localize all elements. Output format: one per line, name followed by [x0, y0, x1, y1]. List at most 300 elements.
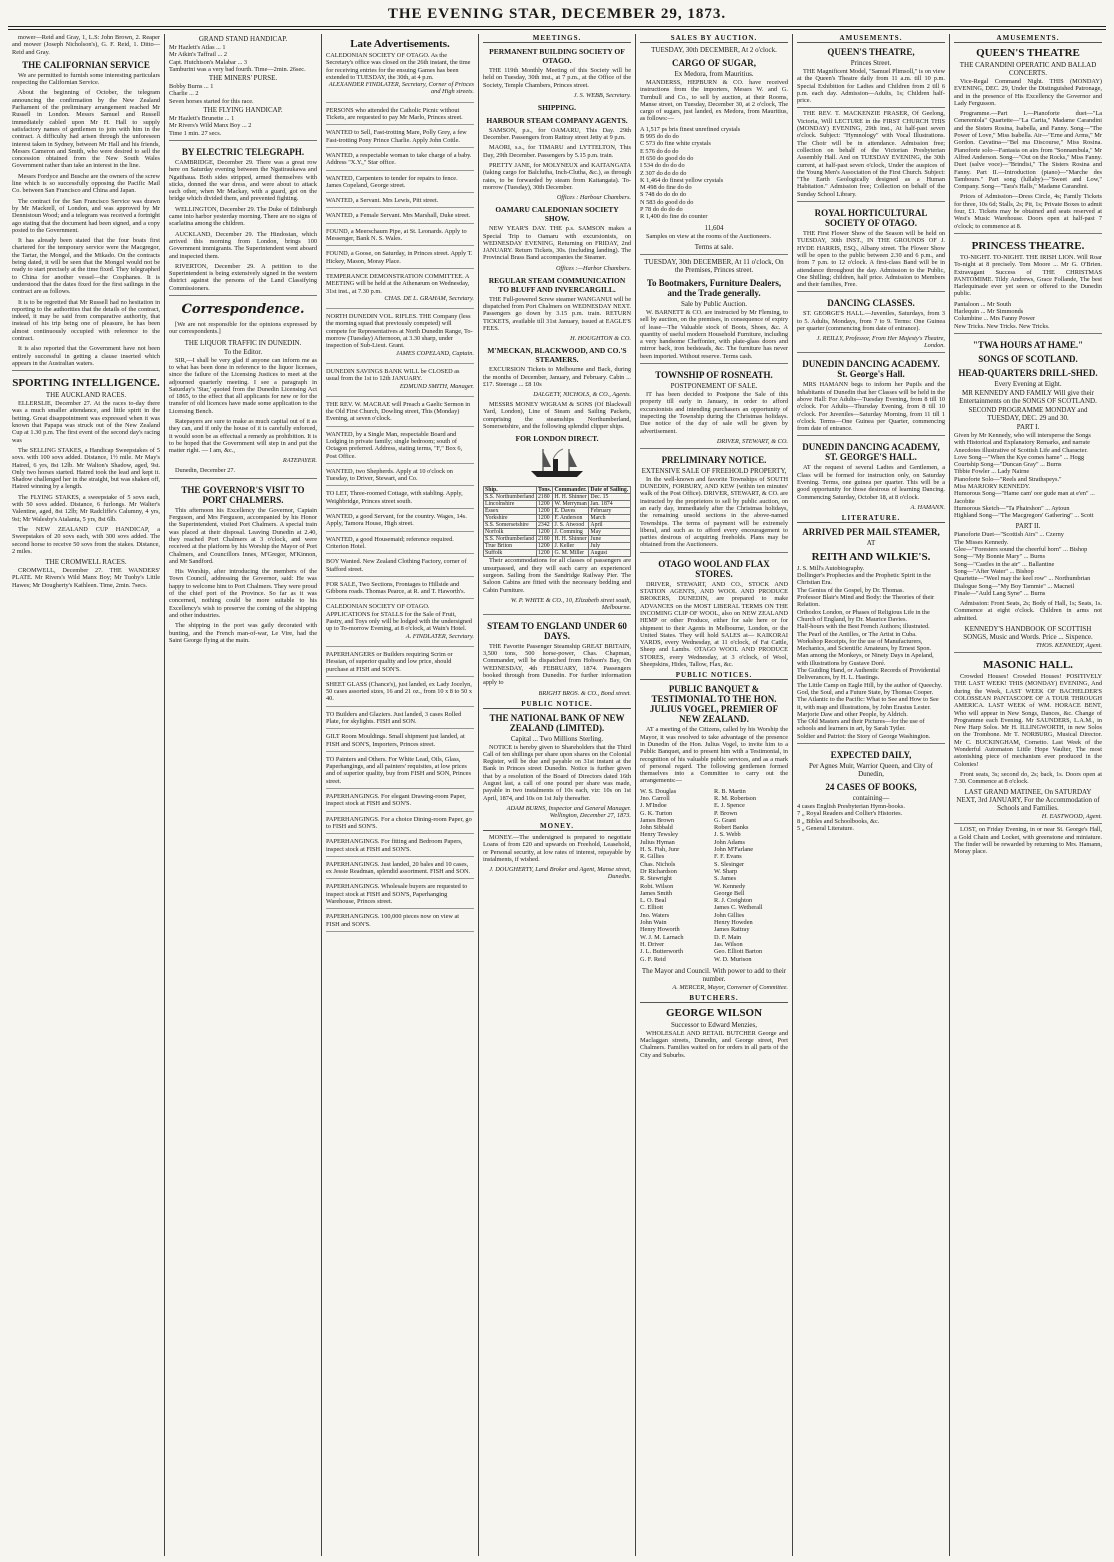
- kennedy-text: MR KENNEDY AND FAMILY Will give their Entertainments on the SONGS OF SCOTLAND.: [959, 388, 1097, 405]
- part1-line: Highland Song—"The Macgregors' Gathering" ... Scott: [954, 512, 1094, 520]
- sugar-total: 11,604: [704, 223, 724, 232]
- grand-stand-line: Mr Atkin's Taffrail ... 2: [169, 51, 228, 59]
- academy2-sig: A. HAMANN.: [910, 503, 945, 511]
- expected-case-line: 5 „ General Literature.: [797, 824, 854, 832]
- advertisement-text: WANTED, a Servant. Mrs Lewis, Pitt street.: [326, 197, 439, 205]
- committee-member-line: Jas. Wilson: [714, 940, 743, 948]
- californian-article: [12, 72, 160, 367]
- front-seats: Front seats, 3s; second do, 2s; back, 1s. Doors open at 7.30. Commence at 8 o'clock.: [954, 770, 1102, 786]
- bank-capital: Capital ... Two Millions Sterling.: [510, 734, 604, 743]
- part2-line: Dialogue Song—"My Boy Tammie" ... Macneil: [954, 582, 1075, 590]
- advertisement-text: SHEET GLASS (Chance's), just landed, ex Lady Jocelyn, 50 cases assorted sizes, 16 and 21 oz., from 10 x 8 to 50 x 40.: [326, 680, 473, 703]
- programme: Programme.—Part I.—Pianoforte duet—"La Cenerentola" Quartette—"La Carita," Madame Carandini and the Sisters Rosina, Isabella, and Fanny. Song—"The Power of Love," Miss Isabella. Air—"Erne and Arms," Mr Gordon. Cavatina—"Bel ma Discourse," Miss Rosina. Pianoforte solo—Fantasia on airs from "Sonnambula," Mr Alfred Anderson. Song—"Out on the Rocks," Miss Fanny. Duet (salve voce)—"Brindisi," The Sisters Rosina and Fanny. Part II.—Introduction (piano)—"Marche des Tambours." Part song (lullaby)—"Sweet and Low," Company. Song—"Tara's Halls," Madame Carandini.: [954, 110, 1102, 191]
- sporting-heading: SPORTING INTELLIGENCE.: [12, 377, 160, 390]
- butcher-name: GEORGE WILSON: [665, 1006, 763, 1019]
- songs-heading: SONGS OF SCOTLAND.: [978, 353, 1078, 364]
- advertisement-text: WANTED to Sell, Fast-trotting Mare, Polly Grey, a few Fast-trotting Pony Prince Charlie. Apply John Cottle.: [326, 129, 467, 144]
- table-row: [484, 529, 631, 536]
- sugar-line: K 1,464 do finest yellow crystals: [640, 176, 724, 184]
- builders-sub: Sale by Public Auction.: [680, 299, 748, 308]
- table-cell: February: [589, 508, 631, 515]
- bank-sig: ADAM BURNS, Inspector and General Manager. Wellington, December 27, 1873.: [506, 804, 631, 819]
- committee-member-line: John Gillies: [714, 911, 745, 919]
- prelim-text: In the well-known and favorite Townships of SOUTH DUNEDIN, FORBURY, AND KEW (within ten minutes' walk of the Post Office). DRIVER, STEWART, & CO. are instructed by the proprietors to sell by public auction, on an early day, immediately after the Christmas holidays, the remaining unsold sections in the above-named Townships. The terms of payment will be extremely liberal, and such as to afford every encouragement to parties desirous of acquiring freeholds. Plans may be obtained from the Auctioneers.: [640, 475, 788, 549]
- table-cell: J. Comming: [553, 529, 589, 536]
- table-row: [484, 508, 631, 515]
- masthead-rule: [8, 26, 1106, 27]
- book-line: Workshop Receipts, for the use of Manufacturers, Mechanics, and Scientific Amateurs, by Ernest Spon.: [797, 637, 932, 653]
- ships-agent: W. P. WHITE & CO., 10, Elizabeth street south, Melbourne.: [510, 596, 631, 611]
- table-cell: G. M. Miller: [553, 550, 589, 557]
- vice-regal: Vice-Regal Command Night. THIS (MONDAY) EVENING, DEC. 29, Under the Distinguished Patronage, and in the presence of His Excellency the Governor and Lady Fergusson.: [954, 78, 1102, 107]
- advertisement-signature: A. FINDLATER, Secretary.: [405, 632, 474, 640]
- public-notices-head: PUBLIC NOTICES.: [640, 671, 788, 680]
- ships-note: Their accommodations for all classes of passengers are unsurpassed, and they will each carry an experienced surgeon. Sailing from the Sandridge Railway Pier. The Saloon Cabins are fitted with the necessary bedding and Cabin Furniture.: [483, 557, 631, 594]
- rosneath-sub: POSTPONEMENT OF SALE.: [670, 382, 758, 391]
- sugar-line: C 573 do fine white crystals: [640, 140, 711, 148]
- book-line: The Pearl of the Antilles, or The Artist in Cuba.: [797, 630, 917, 638]
- table-cell: July: [589, 543, 631, 550]
- advertisement: [326, 711, 474, 730]
- governor-article: [169, 507, 317, 644]
- flying-line: Mr Hazlett's Brunette ... 1: [169, 115, 235, 123]
- committee-member-line: W. D. Murison: [714, 955, 752, 963]
- cast-line: Harlequin ... Mr Simmonds: [954, 308, 1024, 316]
- table-cell: S.S. Somersetshire: [484, 522, 537, 529]
- flying-line: Time 1 min. 27 secs.: [169, 129, 222, 137]
- advertisement: [326, 401, 474, 427]
- banquet-heading: PUBLIC BANQUET & TESTIMONIAL TO THE HON. JULIUS VOGEL, PREMIER OF NEW ZEALAND.: [649, 684, 779, 725]
- advertisement-text: WANTED, by a Single Man, respectable Board and Lodging in private family; single bedroom; south of Octagon preferred. Address, stating terms, "F," Box 6, Post Office.: [326, 430, 463, 460]
- advertisement-text: WANTED, a respectable woman to take charge of a baby. Address "X.Y.," Star office.: [326, 151, 472, 167]
- banquet-committee: [640, 788, 788, 966]
- table-cell: Norfolk: [484, 529, 537, 536]
- flying-results: [169, 115, 317, 137]
- shipping-text: PRETTY JANE, for MOLYNEUX and KAITANGATA (taking cargo for Balclutha, Inch-Clutha, &c.), as through rates, to be forwarded by steam from Kaitangata). To-morrow (Tuesday), 30th December.: [483, 162, 631, 191]
- committee-member-line: R. B. Martin: [714, 787, 746, 795]
- banquet-sig: A. MERCER, Mayor, Convener of Committee.: [672, 983, 788, 991]
- advertisement-signature: EDMUND SMITH, Manager.: [399, 382, 474, 390]
- committee-member-line: Henry Tewsley: [640, 831, 679, 839]
- expected-case-line: 7 „ Royal Readers and Collier's Histories.: [797, 810, 903, 818]
- table-row: [484, 536, 631, 543]
- part2-line: Song—"After Water" ... Bishop: [954, 567, 1034, 575]
- cromwell-heading: THE CROMWELL RACES.: [45, 558, 127, 567]
- committee-right: [714, 788, 788, 963]
- governor-paragraph: This afternoon his Excellency the Governor, Captain Ferguson, and Mrs Ferguson, accompanied by his Honor the Superintendent, visited Port Chalmers. A special train was placed at their disposal. Leaving Dunedin at 2.40, they reached Port Chalmers at 3 o'clock, and were received at the platform by his Worship the Mayor of Port Chalmers, and Councillors Innes, M'Gregor, M'Kinnon, and Mr Sandford.: [169, 506, 317, 565]
- advertisement-text: PAPERHANGINGS. For a choice Dining-room Paper, go to FISH and SON'S.: [326, 815, 472, 830]
- californian-paragraph: Messrs Fordyce and Busche are the owners of the screw line which is so successfully opposing the Pacific Mail Co. between San Francisco and China and Japan.: [12, 172, 160, 195]
- californian-paragraph: About the beginning of October, the telegram announcing the confirmation by the New Zealand Parliament of the preliminary arrangement reached Mr Russell in London. Messrs Samuel and Russell immediately cabled upon Mr H. Hall to supply satisfactory names of gentlemen to join with him in the contract. A difficulty had arisen through the unforeseen interest taken in Sydney, between Mr Hall and his friends, Messrs Cameron and Smith, who were desired to sell the concession obtained from the New South Wales Government rather than take an interest in the line.: [12, 89, 160, 170]
- sugar-line: S 748 do do do do: [640, 191, 687, 199]
- advertisement: [326, 883, 474, 909]
- advertisement: [326, 861, 474, 880]
- column-3: [322, 34, 479, 1556]
- advertisement-text: TO LET, Three-roomed Cottage, with stabling. Apply, Weighbridge, Princes street south.: [326, 490, 463, 505]
- wool-text: DRIVER, STEWART, AND CO., STOCK AND STATION AGENTS, AND WOOL AND PRODUCE BROKERS, DUNEDIN, are prepared to make ADVANCES on the MOST LIBERAL TERMS ON THE INCOMING CLIP OF WOOL, also on NEW ZEALAND HEMP or other Produce, either for sale here or for shipment to their Agents in Melbourne, London, or the United States. They will hold SALES at— KAIKORAI YARDS, every Wednesday, at 11 o'clock, of Fat Cattle, Sheep and Lambs. OTAGO WOOL AND PRODUCE STORES, every Wednesday, at 3 o'clock, of Wool, Sheepskins, Hides, Tallow, Flax, &c.: [640, 580, 788, 669]
- table-cell: S.S. Northumberland: [484, 494, 537, 501]
- committee-member-line: W. J. M. Larnach: [640, 933, 684, 941]
- advertisement-text: BOY Wanted. New Zealand Clothing Factory, corner of Stafford street.: [326, 558, 467, 573]
- telegraph-paragraph: WELLINGTON, December 29. The Duke of Edinburgh came into harbor yesterday morning. There are no signs of scarlatina among the children.: [169, 205, 317, 228]
- shipping-heading: PERMANENT BUILDING SOCIETY OF OTAGO.: [489, 47, 625, 65]
- advertisement: [326, 603, 474, 646]
- advertisement: [326, 152, 474, 171]
- committee-member-line: Dr Richardson: [640, 867, 677, 875]
- banquet-text: AT a meeting of the Citizens, called by his Worship the Mayor, it was resolved to take advantage of the presence in Dunedin of the Hon. Julius Vogel, to invite him to a Public Banquet, and to present him with a Testimonial, in recognition of his valuable public services, and as a mark of personal regard. The following gentlemen formed themselves into a Committee to carry out the arrangements:—: [640, 726, 788, 785]
- committee-member-line: C. Elliott: [640, 904, 664, 912]
- committee-member-line: John M'Farlane: [714, 846, 754, 854]
- ships-column-header: Date of Sailing.: [589, 487, 631, 494]
- committee-member-line: W. Sharp: [714, 867, 738, 875]
- advertisement: [326, 756, 474, 789]
- book-line: The Genius of the Gospel, by Dr. Thomas.: [797, 586, 904, 594]
- committee-member-line: James Rattray: [714, 926, 750, 934]
- public-notice-head: PUBLIC NOTICE.: [483, 700, 631, 709]
- shipping-heading: SHIPPING.: [537, 102, 577, 112]
- shipping-text: NEW YEAR'S DAY. THE p.s. SAMSON makes a Special Trip to Oamaru with excursionists, on WEDNESDAY EVENING, Returning on FRIDAY, 2nd JANUARY. Return Tickets, 30s. (including landing). The Provincial Brass Band accompanies the Steamer.: [483, 225, 631, 262]
- advertisement-text: PAPERHANGINGS. For fitting and Bedroom Papers, inspect stock at FISH and SON'S.: [326, 838, 463, 853]
- grand-stand-line: Capt. Hutchison's Malabar ... 3: [169, 58, 248, 66]
- advertisement-signature: ALEXANDER FINDLATER, Secretary, Corner of Princes and High streets.: [328, 81, 474, 96]
- masonic-heading: MASONIC HALL.: [983, 659, 1073, 672]
- table-cell: Dec. 15: [589, 494, 631, 501]
- miners-line: Seven horses started for this race.: [169, 97, 254, 105]
- ships-column-header: Tons.: [538, 487, 552, 494]
- advertisement-signature: CHAS. DE L. GRAHAM, Secretary.: [384, 294, 474, 302]
- queens-theatre-heading: QUEEN'S THEATRE: [976, 47, 1080, 59]
- expected-case-line: 8 „ Bibles and Schoolbooks, &c.: [797, 817, 880, 825]
- telegraph-paragraph: CAMBRIDGE, December 29. There was a great row here on Saturday evening between the Ngatiraukawa and Ngatihaua. Both sides stripped, armed themselves with sticks, donned the war dress, and were about to attack each other, when Mr Mackay, with a guard, got on the bridge which divided them, and prevented fighting.: [169, 158, 317, 203]
- advertisement: [326, 558, 474, 577]
- meetings-header: MEETINGS.: [483, 34, 631, 43]
- sugar-line: H 650 do good do do: [640, 154, 694, 162]
- newspaper-columns: [8, 34, 1106, 1556]
- liquor-to: To the Editor.: [223, 347, 263, 356]
- academy2-text: AT the request of several Ladies and Gentlemen, a Class will be formed for instruction only, on Saturday Evening. Terms, one guinea per quarter. This will be a good opportunity for those desirous of learning Dancing. Commencing Saturday, October 18, at 8 o'clock.: [797, 464, 945, 501]
- table-row: [484, 522, 631, 529]
- advertisement-text: PERSONS who attended the Catholic Picnic without Tickets, are requested to pay Mr Marlo, Princes street.: [326, 106, 463, 122]
- committee-member-line: Henry Howden: [714, 919, 753, 927]
- table-cell: 2180: [537, 494, 553, 501]
- correspondence-heading: Correspondence.: [181, 302, 305, 318]
- committee-member-line: E. J. Spence: [714, 802, 745, 810]
- table-cell: 1200: [537, 550, 553, 557]
- book-line: The Old Masters and their Pictures—for the use of schools and learners in art, by Sarah Tytler.: [797, 718, 925, 733]
- part2-line: Song—"Castles in the air" ... Ballantine: [954, 560, 1055, 568]
- headquarters: HEAD-QUARTERS DRILL-SHED.: [958, 367, 1098, 378]
- pantomime-cast: [954, 301, 1102, 330]
- academy-text: MRS HAMANN begs to inform her Pupils and the Inhabitants of Dunedin that her Classes will be held in the above Hall: For Adults—Tuesday Evening, from 8 till 10 o'clock. For Adults—Thursday Evening, from 8 till 10 o'clock. For Juveniles—Saturday Morning, from 11 till 1 o'clock. Terms—One Guinea per Quarter, commencing from date of entrance.: [797, 381, 945, 433]
- shipping-signature: J. S. WEBB, Secretary.: [573, 91, 631, 99]
- advertisement: [326, 228, 474, 247]
- dancing-text: ST. GEORGE'S HALL.—Juveniles, Saturdays, from 3 to 5. Adults, Mondays, from 7 to 9. Terms: One Guinea per quarter (commencing from date of entrance).: [797, 310, 945, 333]
- committee-member-line: R. M. Robertson: [714, 795, 756, 802]
- book-line: The Guiding Hand, or Authentic Records of Providential Deliverances, by H. L. Hastings.: [797, 667, 941, 682]
- part2-head: PART II.: [1015, 522, 1041, 531]
- sugar-line: B 995 do do do: [640, 133, 679, 141]
- flying-line: Mr Rivers's Wild Manx Boy ... 2: [169, 122, 252, 130]
- committee-member-line: G. F. Reid: [640, 955, 666, 963]
- advertisement: [326, 513, 474, 532]
- table-cell: Suffolk: [484, 550, 537, 557]
- handbook: KENNEDY'S HANDBOOK OF SCOTTISH SONGS, Music and Words. Price ... Sixpence.: [963, 625, 1093, 642]
- committee-member-line: H. Driver: [640, 940, 665, 948]
- californian-paragraph: It is also reported that the Government have not been entirely successful in getting a clause inserted which appears in the Australian waters.: [12, 345, 160, 367]
- table-row: [484, 550, 631, 557]
- table-cell: True Briton: [484, 543, 537, 550]
- advertisement-text: PAPERHANGINGS. For elegant Drawing-room Paper, inspect stock at FISH and SON'S.: [326, 793, 466, 808]
- table-cell: April: [589, 522, 631, 529]
- steamer-icon: [527, 445, 587, 479]
- prelim-heading: PRELIMINARY NOTICE.: [661, 454, 767, 465]
- shipping-signature: Offices : Harbour Chambers.: [556, 194, 631, 202]
- advertisement-text: CALEDONIAN SOCIETY OF OTAGO. As the Secretary's office was closed on the 26th instant, the time for receiving entries for the ensuing Games has been extended to TUESDAY, the 30th, at 4 p.m.: [326, 52, 471, 81]
- book-line: God, the Soul, and a Future State, by Thomas Cooper.: [797, 688, 934, 696]
- table-cell: E. Daves: [553, 508, 589, 515]
- late-advertisements: [326, 52, 474, 932]
- shipping-signature: Offices :—Harbor Chambers.: [555, 264, 631, 272]
- sugar-line: P 78 do do do do: [640, 206, 683, 214]
- part1-line: Love Song—"When the Kye comes hame" ... Hogg: [954, 453, 1084, 461]
- book-line: The Little Camp on Eagle Hill, by the author of Queechy.: [797, 681, 943, 689]
- expected-containing: containing—: [852, 794, 890, 802]
- england-text: THE Favorite Passenger Steamship GREAT BRITAIN, 3,500 tons, 500 horse-power, Chas. Chapman, Commander, will be dispatched from Hobson's Bay, On WEDNESDAY, 4th FEBRUARY, 1874. Passengers booked through from Dunedin. For further information apply to: [483, 642, 631, 687]
- correspondence-note: [We are not responsible for the opinions expressed by our correspondents.]: [169, 321, 317, 336]
- part1-head: PART I.: [1016, 422, 1040, 431]
- advertisement: [326, 681, 474, 707]
- committee-member-line: S. Slesinger: [714, 860, 745, 868]
- sugar-line: Z 307 do do do do: [640, 169, 687, 177]
- sugar-line: M 498 do fine do do: [640, 184, 692, 192]
- advertisement: [326, 838, 474, 857]
- book-line: Professor Blair's Mind and Body: the Theories of their Relation.: [797, 594, 935, 609]
- rosneath-text: IT has been decided to Postpone the Sale of this property till early in January, in order to afford excursionists and intending purchasers an opportunity of inspecting the Township during the Christmas holidays. Due notice of the day of sale will be given by advertisement.: [640, 391, 788, 435]
- fraser-text: THE REV. T. MACKENZIE FRASER, Of Geelong, Victoria, Will LECTURE in the FIRST CHURCH THIS (MONDAY) EVENING, 29th inst., At half-past seven o'clock. Subject: "Hymnology" with Vocal Illustrations. The Choir will be in attendance. Admission free; collection on behalf of the Victorian Presbyterian Assembly Hall. And on TUESDAY EVENING, the 30th current, at half-past seven o'clock, Under the auspices of the Young Men's Association of the First Church. Subject: "The Earth Geologically designed as a Human Habitation." Admission free; Collection on behalf of the Sunday School Library.: [797, 110, 945, 198]
- shipping-text: THE Full-powered Screw steamer WANGANUI will be dispatched from Port Chalmers on WEDNESDAY NEXT. Passengers go down by 3.15 p.m. train. RETURN TICKETS, available till 31st January, issued at EAGLE'S FEES.: [483, 295, 631, 332]
- committee-member-line: R. Stewright: [640, 875, 672, 883]
- advertisement-signature: JAMES COPELAND, Captain.: [395, 349, 474, 357]
- committee-member-line: Henry Howorth: [640, 926, 680, 934]
- advertisement-text: PAPERHANGINGS. Just landed, 20 bales and 10 cases, ex Jessie Readman, splendid assortment. FISH and SON.: [326, 860, 471, 876]
- committee-member-line: John Sibbald: [640, 824, 673, 832]
- sugar-line: N 583 do good do do: [640, 198, 694, 206]
- expected-heading: EXPECTED DAILY,: [830, 750, 912, 760]
- expected-cases: 24 CASES OF BOOKS,: [825, 782, 917, 792]
- shipping-text: SAMSON, p.s., for OAMARU, This Day. 29th December. Passengers from Rattray street Jetty at 9 p.m.: [483, 126, 631, 142]
- ships-table-header: [484, 487, 631, 494]
- committee-member-line: R. Gillies: [640, 853, 665, 861]
- table-row: [484, 543, 631, 550]
- table-cell: H. H. Shinner: [553, 536, 589, 543]
- governor-heading: THE GOVERNOR'S VISIT TO PORT CHALMERS.: [181, 484, 305, 505]
- races-article: [12, 400, 160, 555]
- table-cell: 1200: [537, 515, 553, 522]
- sugar-line: R 1,400 do fine do counter: [640, 213, 708, 221]
- book-line: Orthodox London, or Phases of Religious Life in the Church of England, by Dr. Maurice Davies.: [797, 608, 930, 623]
- matinee: LAST GRAND MATINEE, On SATURDAY NEXT, 3rd JANUARY, For the Accommodation of Schools and Families.: [956, 788, 1100, 813]
- money-head: MONEY.: [483, 822, 631, 831]
- advertisement: [326, 273, 474, 309]
- part1-list: [954, 432, 1102, 520]
- advertisement-text: FOUND, a Goose, on Saturday, in Princes street. Apply T. Hickey, Mason, Moray Place.: [326, 250, 473, 265]
- advertisement-text: PAPERHANGINGS. 100,000 pieces now on view at FISH and SON'S.: [326, 913, 460, 928]
- races-paragraph: The SELLING STAKES, a Handicap Sweepstakes of 5 sovs. with 100 sovs added. Distance, 1½ mile. Mr May's Hatred, 6 yrs, 8st 12lb. Mr Walton's Shadow, aged, 9st. Only two horses started. Hatred took the lead and kept it. Shadow challenged her in the straight, but was shaken off, Hatred winning by a length.: [12, 446, 160, 491]
- table-cell: S.S. Northumberland: [484, 536, 537, 543]
- advertisement-text: PAPERHANGINGS. Wholesale buyers are requested to inspect stock at FISH and SON'S, Paperhanging Warehouse, Princes street.: [326, 883, 468, 906]
- sugar-note: Samples on view at the rooms of the Auctioneers.: [646, 232, 772, 240]
- advertisement: [326, 468, 474, 487]
- table-cell: J. Keller: [553, 543, 589, 550]
- committee-member-line: Julius Hyman: [640, 838, 675, 846]
- committee-member-line: Chas. Nichols: [640, 860, 676, 868]
- column-4: [479, 34, 636, 1556]
- grand-stand-results: [169, 44, 317, 73]
- advertisement: [326, 52, 474, 103]
- committee-member-line: H. S. Fish, Junr: [640, 846, 680, 854]
- butcher-text: WHOLESALE AND RETAIL BUTCHER George and Maclaggan streets, Dunedin, and George street, Port Chalmers. Families waited on for orders in all parts of the City and Suburbs.: [640, 1029, 788, 1059]
- masthead: [0, 0, 1114, 24]
- rosneath-sig: DRIVER, STEWART, & CO.: [716, 437, 788, 445]
- part1-line: Courtship Song—"Duncan Gray" ... Burns: [954, 461, 1062, 469]
- committee-member-line: F. F. Evans: [714, 853, 742, 861]
- advertisement-text: WANTED, Carpenters to tender for repairs to fence. James Copeland, George street.: [326, 174, 458, 189]
- part1-line: Miss MARJORY KENNEDY.: [954, 482, 1031, 490]
- californian-paragraph: We are permitted to furnish some interesting particulars respecting the Californian Service.: [12, 71, 160, 87]
- flying-heading: THE FLYING HANDICAP.: [203, 106, 283, 115]
- part2-line: Pianoforte Duet—"Scottish Airs" ... Czerny: [954, 531, 1064, 539]
- advertisement-text: GILT Room Mouldings. Small shipment just landed, at FISH and SON'S, Importers, Princes street.: [326, 733, 465, 748]
- committee-member-line: W. Kennedy: [714, 882, 746, 890]
- shipping-heading: HARBOUR STEAM COMPANY AGENTS.: [486, 115, 628, 125]
- committee-member-line: James C. Wetherall: [714, 904, 763, 912]
- advertisement: [326, 733, 474, 752]
- table-cell: Yorkshire: [484, 515, 537, 522]
- butcher-sub: Successor to Edward Menzies,: [671, 1020, 757, 1029]
- advertisement-text: PAPERHANGERS or Builders requiring Scrim or Hessian, of superior quality and low price, should purchase at FISH and SON'S.: [326, 650, 453, 673]
- shipping-text: MESSRS MONEY WIGRAM & SONS (Of Blackwall Yard, London), Line of Steam and Sailing Packets, comprising the steamships Northumberland, Somersetshire, and the following splendid clipper ships.: [483, 401, 631, 431]
- money-sig: J. DOUGHERTY, Land Broker and Agent, Manse street, Dunedin.: [489, 866, 631, 881]
- table-cell: 2180: [537, 536, 553, 543]
- part2-line: The Misses Kennedy.: [954, 538, 1009, 546]
- committee-member-line: R. J. Creighton: [714, 897, 753, 905]
- part2-list: [954, 531, 1102, 597]
- sugar-line: E 576 do do do: [640, 147, 679, 155]
- dancing-heading: DANCING CLASSES.: [827, 298, 915, 309]
- committee-member-line: Jno. Carroll: [640, 795, 670, 802]
- expected-text: Per Agnes Muir, Warrior Queen, and City of Dunedin,: [808, 762, 934, 778]
- part1-line: Humorous Song—"Hame cam' oor gude man at e'en" ... Jacobite: [954, 490, 1095, 505]
- liquor-heading: THE LIQUOR TRAFFIC IN DUNEDIN.: [184, 338, 302, 347]
- shipping-signature: H. HOUGHTON & CO.: [570, 335, 631, 343]
- advertisement: [326, 581, 474, 600]
- wool-heading: OTAGO WOOL AND FLAX STORES.: [658, 558, 770, 579]
- liquor-signature: RATEPAYER.: [282, 457, 317, 465]
- telegraph-article: [169, 159, 317, 292]
- table-cell: 1200: [537, 529, 553, 536]
- queens-text: THE Magnificent Model, "Samuel Plimsoll," is on view at the Queen's Theatre daily from 11 a.m. till 10 p.m. Special Exhibition for Ladies and Children from 2 till 6 p.m. each day. Admission—Adults, 1s; Children half-price.: [797, 68, 945, 105]
- part1-line: Given by Mr Kennedy, who will intersperse the Songs with Historical and Explanatory Remarks, and narrate Anecdotes illustrative of Scottish Life and Character.: [954, 431, 1091, 454]
- money-text: MONEY.—The undersigned is prepared to negotiate Loans of from £20 and upwards on Freehold, Leasehold, or Personal security, at low rates of interest, repayable by instalments, if wished.: [483, 833, 631, 863]
- ships-column-header: Ship.: [484, 487, 537, 494]
- committee-member-line: G. K. Turton: [640, 809, 673, 817]
- liquor-date: Dunedin, December 27.: [175, 467, 236, 475]
- book-line: Marjorie Daw and other People, by Aldrich.: [797, 710, 908, 718]
- telegraph-heading: BY ELECTRIC TELEGRAPH.: [181, 146, 305, 157]
- part2-line: Song—"My Bonnie Mary" ... Burns: [954, 553, 1046, 561]
- horti-text: THE First Flower Show of the Season will be held on TUESDAY, 30th INST., IN THE GROUNDS OF J. HYDE HARRIS, ESQ., Albany street. The Flower Show will be open to the public between 2.30 and 6 p.m., and from 7 p.m. to 12 o'clock. A first-class Band will be in attendance throughout the day. Admission to the Public, One Shilling; children, half price. Admission to Members and their families, Free.: [797, 230, 945, 289]
- committee-member-line: P. Brown: [714, 809, 738, 817]
- sugar-date: TUESDAY, 30th DECEMBER, At 2 o'clock.: [651, 46, 777, 54]
- advertisement-text: TO Painters and Others. For White Lead, Oils, Glass, Paperhangings, and all painters' requisites, at low prices and of superior quality, buy from FISH and SON, Princes street.: [326, 755, 471, 785]
- table-cell: Essex: [484, 508, 537, 515]
- advertisement-text: WANTED, a Female Servant. Mrs Marshall, Duke street.: [326, 212, 471, 220]
- book-line: Dollinger's Prophecies and the Prophetic Spirit in the Christian Era.: [797, 572, 931, 587]
- prices: Prices of Admission—Dress Circle, 4s; Family Tickets for three, 10s 6d; Stalls, 2s; Pit, 1s; Private Boxes to admit four, £1. Tickets may be obtained and seats reserved at West's Music Warehouse. Doors open at half-past 7 o'clock; to commence at 8.: [954, 193, 1102, 230]
- academy-heading: DUNEDIN DANCING ACADEMY. St. George's Hall.: [802, 359, 940, 380]
- governor-paragraph: His Worship, after introducing the members of the Town Council, addressing the Governor, said: He was happy to welcome him to Port Chalmers. They were proud of the chief port of the Province. So far as it was concerned, nothing could be more suitable to his Excellency's wish to preserve the coming of the shipping and other industries.: [169, 568, 317, 619]
- advertisement: [326, 175, 474, 194]
- californian-heading: THE CALIFORNIAN SERVICE: [22, 59, 150, 70]
- table-row: [484, 515, 631, 522]
- column-7: [950, 34, 1106, 1556]
- californian-paragraph: It is to be regretted that Mr Russell had no hesitation in reporting to the authorities that the details of the contract, indeed, it may be said from comparative authority, that instead of his trip being one of pleasure, he has been almost continuously occupied with reference to the contract.: [12, 298, 160, 342]
- sugar-list: [640, 126, 788, 221]
- advertisement: [326, 212, 474, 223]
- advertisement: [326, 431, 474, 464]
- two-hours: "TWA HOURS AT HAME.": [972, 339, 1084, 350]
- cast-line: Pantaloon ... Mr South: [954, 300, 1012, 308]
- column-1: [8, 34, 165, 1556]
- prelim-sub: EXTENSIVE SALE OF FREEHOLD PROPERTY,: [641, 466, 787, 475]
- californian-paragraph: It has already been stated that the four boats first chartered for the temporary service were the Macgregor, the Tartar, the Mongol, and the Mikado. On the contracts being dated, it will be seen that the Mongol would not be ready to start precisely at the time fixed. They telegraphed to China for another vessel—the Cosphanes. It is understood that the dates fixed for the first sailings in the contract are as follows.: [12, 237, 160, 296]
- sugar-line: I 534 do do do do: [640, 162, 685, 170]
- column-2: [165, 34, 322, 1556]
- telegraph-paragraph: RIVERTON, December 29. A petition to the Superintendent is being extensively signed in the western district against the persons of the Land Classifying Commissioners.: [169, 262, 317, 292]
- advertisement-text: FOUND, a Meerschaum Pipe, at St. Leonards. Apply to Messenger, Bank N. S. Wales.: [326, 227, 467, 243]
- carandini: THE CARANDINI OPERATIC AND BALLAD CONCERTS.: [959, 61, 1097, 77]
- committee-left: [640, 788, 714, 963]
- table-cell: June: [589, 536, 631, 543]
- advertisement-text: TEMPERANCE DEMONSTRATION COMMITTEE. A MEETING will be held at the Athenæum on Wednesday, 31st inst., at 7.30 p.m.: [326, 272, 470, 295]
- sugar-sub: Ex Medora, from Mauritius.: [674, 70, 754, 78]
- grand-stand-heading: GRAND STAND HANDICAP.: [198, 35, 288, 43]
- committee-member-line: D. F. Main: [714, 933, 742, 941]
- intro-text: mower—Reid and Gray, 1, L.S: John Brown, 2. Reaper and mower (Joseph Nicholson's), G. F. Reid, 1. Ditto—Reid and Gray.: [12, 34, 160, 56]
- builders-date: TUESDAY, 30th DECEMBER, At 11 o'clock, On the Premises, Princes street.: [644, 257, 784, 274]
- grand-stand-line: Tamburini was a very bad fourth. Time—2min. 26sec.: [169, 65, 306, 73]
- cast-line: Columbine ... Mrs Fanny Power: [954, 315, 1035, 323]
- england-heading: STEAM TO ENGLAND UNDER 60 DAYS.: [487, 620, 627, 641]
- literature-head: LITERATURE.: [797, 514, 945, 523]
- expected-list: [797, 803, 945, 832]
- races-heading: THE AUCKLAND RACES.: [45, 391, 127, 400]
- expected-case-line: 4 cases English Presbyterian Hymn-books.: [797, 803, 905, 810]
- part1-line: Humorous Sketch—"Ta Phairshon" ... Aytoun: [954, 504, 1070, 512]
- advertisement-text: TO Builders and Glaziers. Just landed, 3 cases Rolled Plate, for skylights. FISH and SON.: [326, 710, 462, 725]
- advertisement: [326, 490, 474, 509]
- committee-member-line: J. M'Indoe: [640, 802, 667, 810]
- table-cell: 2342: [537, 522, 553, 529]
- masthead-rule-2: [8, 29, 1106, 30]
- table-row: [484, 494, 631, 501]
- admission: Admission: Front Seats, 2s; Body of Hall, 1s; Seats, 1s. Commence at eight o'clock. Children in arms not admitted.: [954, 600, 1102, 622]
- miners-line: Charlie ... 2: [169, 90, 199, 98]
- shipping-signature: DALGETY, NICHOLS, & CO., Agents.: [533, 391, 631, 399]
- dancing-sig: J. REILLY, Professor, From Her Majesty's Theatre, London.: [816, 335, 945, 350]
- committee-member-line: George Bell: [714, 889, 745, 897]
- sugar-text: MANDERSS, HEPBURN & CO. have received instructions from the importers, Messrs W. and G. Turnbull and Co., to sell by auction, at their Rooms, Manse street, on Tuesday, December 30, at 2 o'clock, The cargo of sugars, just landed, ex Medora, from Mauritius, as follows:—: [640, 79, 788, 123]
